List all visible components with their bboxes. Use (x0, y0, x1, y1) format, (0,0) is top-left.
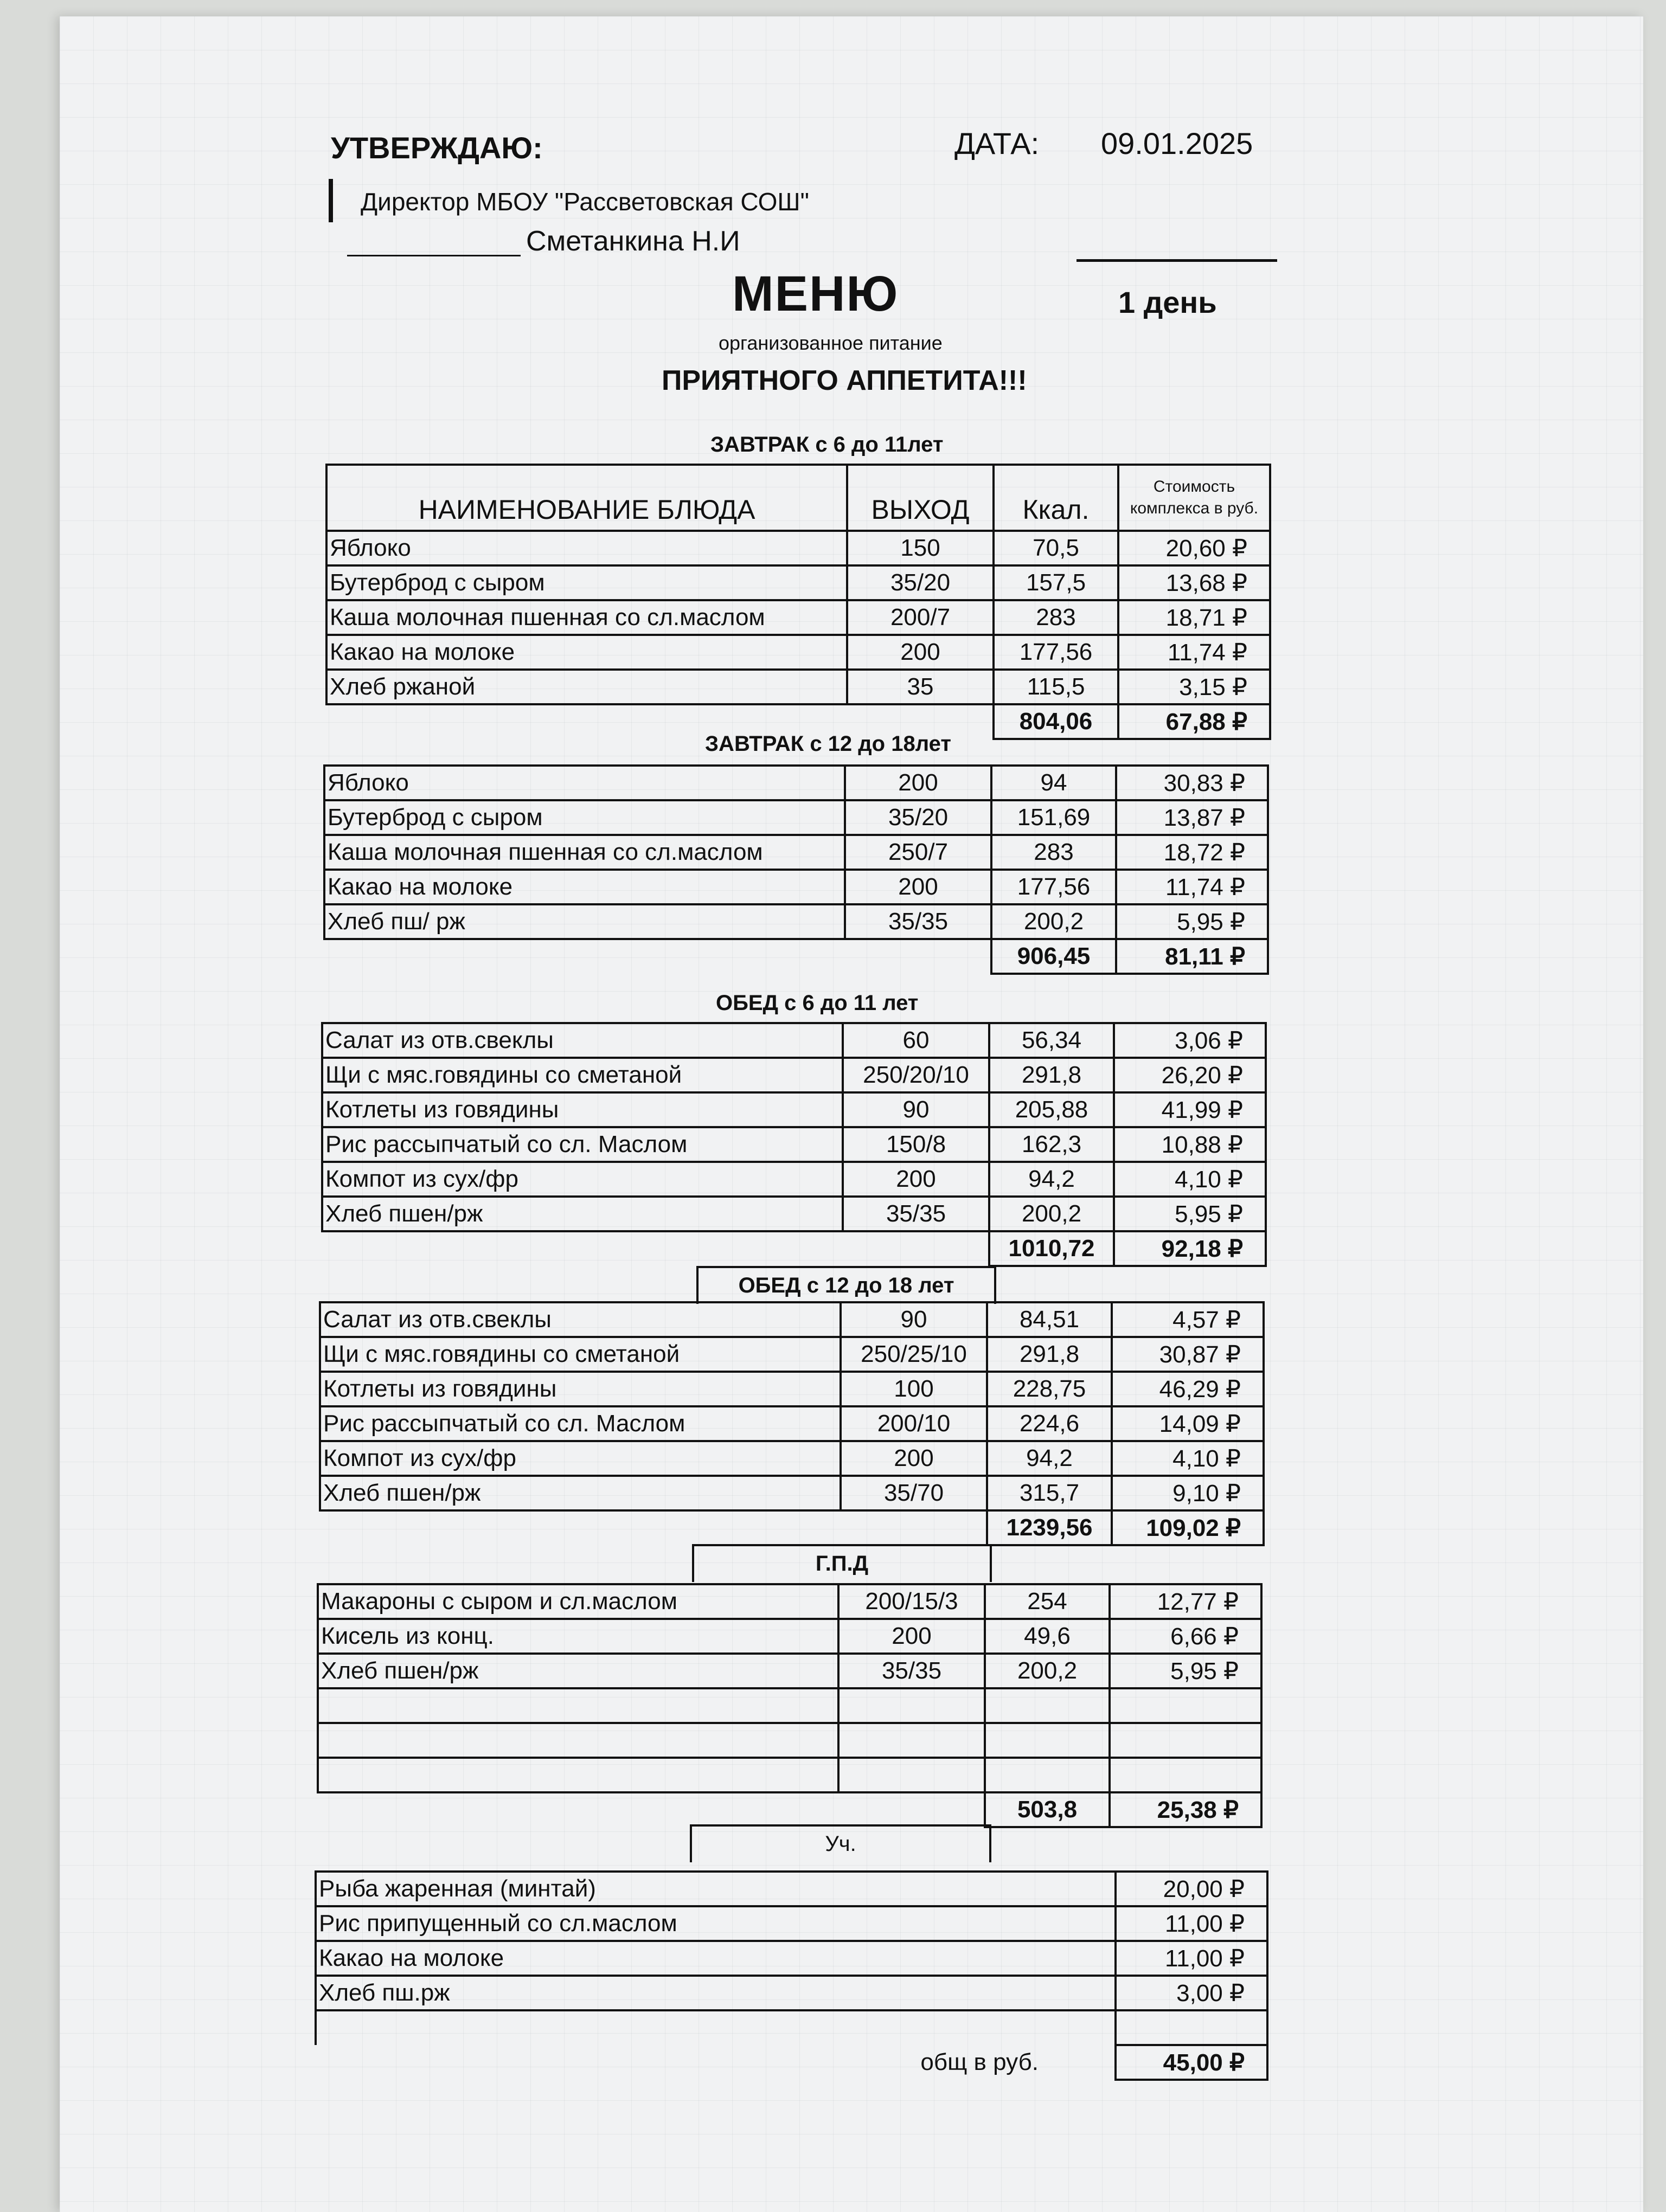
dish-name: Какао на молоке (326, 635, 847, 670)
dish-kcal (985, 1758, 1110, 1792)
total-kcal: 1239,56 (987, 1510, 1112, 1545)
dish-output: 35/35 (843, 1197, 989, 1231)
dish-cost (1110, 1758, 1261, 1792)
table-row (316, 2010, 1267, 2045)
dish-name: Макароны с сыром и сл.маслом (318, 1584, 838, 1619)
dish-output: 200/10 (841, 1406, 987, 1441)
table-row (322, 1127, 1266, 1162)
dish-output: 200 (841, 1441, 987, 1476)
dish-kcal: 200,2 (991, 904, 1116, 939)
dish-output: 90 (841, 1302, 987, 1337)
dish-name: Хлеб пш/ рж (324, 904, 845, 939)
dish-kcal: 291,8 (989, 1058, 1114, 1092)
dish-name: Рис рассыпчатый со сл. Маслом (322, 1127, 843, 1162)
total-cost: 25,38 ₽ (1110, 1792, 1261, 1827)
table-row (326, 670, 1270, 704)
dish-cost: 13,68 ₽ (1118, 565, 1270, 600)
dish-name: Рис рассыпчатый со сл. Маслом (320, 1406, 841, 1441)
dish-name: Какао на молоке (324, 870, 845, 904)
dish-name (318, 1723, 838, 1758)
dish-cost: 11,74 ₽ (1116, 870, 1268, 904)
dish-name: Салат из отв.свеклы (320, 1302, 841, 1337)
dish-cost: 3,00 ₽ (1116, 1976, 1267, 2010)
dish-name: Хлеб пшен/рж (318, 1654, 838, 1688)
dish-kcal: 162,3 (989, 1127, 1114, 1162)
table-row (322, 1197, 1266, 1231)
dish-cost: 3,06 ₽ (1114, 1023, 1266, 1058)
signature-line (347, 255, 521, 256)
dish-name: Щи с мяс.говядины со сметаной (320, 1337, 841, 1372)
dish-output: 35/20 (845, 800, 991, 835)
dish-output: 200/15/3 (838, 1584, 985, 1619)
table-row (320, 1302, 1264, 1337)
table-row (320, 1441, 1264, 1476)
dish-name: Хлеб пшен/рж (322, 1197, 843, 1231)
dish-cost: 14,09 ₽ (1112, 1406, 1264, 1441)
dish-name (318, 1688, 838, 1723)
dish-name (318, 1758, 838, 1792)
dish-output (838, 1723, 985, 1758)
dish-output: 150 (847, 531, 994, 565)
table-row (324, 904, 1268, 939)
director-name: Сметанкина Н.И (526, 226, 740, 257)
dish-name: Рыба жаренная (минтай) (316, 1872, 1116, 1906)
dish-cost: 26,20 ₽ (1114, 1058, 1266, 1092)
dish-output (838, 1688, 985, 1723)
dish-name: Хлеб ржаной (326, 670, 847, 704)
table-row (318, 1723, 1261, 1758)
dish-kcal: 177,56 (994, 635, 1118, 670)
menu-table-breakfast-12-18 (323, 764, 1269, 975)
dish-kcal: 283 (994, 600, 1118, 635)
dish-output: 90 (843, 1092, 989, 1127)
dish-cost: 46,29 ₽ (1112, 1372, 1264, 1406)
total-kcal: 804,06 (994, 704, 1118, 739)
dish-kcal: 94,2 (989, 1162, 1114, 1197)
dish-output: 200 (843, 1162, 989, 1197)
dish-kcal: 84,51 (987, 1302, 1112, 1337)
page-title: МЕНЮ (732, 266, 899, 321)
table-row (320, 1406, 1264, 1441)
dish-kcal: 254 (985, 1584, 1110, 1619)
day-line (1077, 259, 1277, 262)
dish-kcal: 200,2 (985, 1654, 1110, 1688)
dish-cost: 4,10 ₽ (1114, 1162, 1266, 1197)
table-row (322, 1058, 1266, 1092)
dish-kcal: 56,34 (989, 1023, 1114, 1058)
dish-kcal: 315,7 (987, 1476, 1112, 1510)
dish-cost: 11,74 ₽ (1118, 635, 1270, 670)
dish-name: Каша молочная пшенная со сл.маслом (324, 835, 845, 870)
dish-kcal: 177,56 (991, 870, 1116, 904)
dish-name: Салат из отв.свеклы (322, 1023, 843, 1058)
total-row (318, 1792, 1261, 1827)
dish-output: 200/7 (847, 600, 994, 635)
table-row (318, 1758, 1261, 1792)
dish-name: Бутерброд с сыром (324, 800, 845, 835)
dish-kcal (985, 1723, 1110, 1758)
date-label: ДАТА: (954, 126, 1040, 160)
dish-kcal: 94 (991, 766, 1116, 800)
table-row (316, 1976, 1267, 2010)
dish-kcal: 228,75 (987, 1372, 1112, 1406)
menu-table-gpd (317, 1583, 1263, 1828)
dish-name: Бутерброд с сыром (326, 565, 847, 600)
menu-table-lunch-12-18 (319, 1301, 1265, 1546)
column-header-cost: Стоимость комплекса в руб. (1118, 465, 1270, 531)
total-row (324, 939, 1268, 974)
table-row (320, 1476, 1264, 1510)
dish-name: Хлеб пшен/рж (320, 1476, 841, 1510)
dish-cost (1110, 1723, 1261, 1758)
table-row (316, 1941, 1267, 1976)
dish-output: 35 (847, 670, 994, 704)
table-row (320, 1337, 1264, 1372)
total-kcal: 503,8 (985, 1792, 1110, 1827)
date-value: 09.01.2025 (1101, 126, 1253, 160)
dish-output: 200 (847, 635, 994, 670)
dish-kcal: 70,5 (994, 531, 1118, 565)
section-title: ЗАВТРАК с 12 до 18лет (705, 732, 951, 756)
dish-name: Кисель из конц. (318, 1619, 838, 1654)
dish-kcal: 200,2 (989, 1197, 1114, 1231)
dish-kcal: 291,8 (987, 1337, 1112, 1372)
dish-cost: 20,00 ₽ (1116, 1872, 1267, 1906)
section-title: ОБЕД с 12 до 18 лет (696, 1266, 996, 1304)
table-row (318, 1654, 1261, 1688)
dish-cost: 12,77 ₽ (1110, 1584, 1261, 1619)
dish-kcal: 224,6 (987, 1406, 1112, 1441)
table-row (326, 565, 1270, 600)
table-row (322, 1162, 1266, 1197)
dish-output: 200 (845, 870, 991, 904)
dish-cost: 3,15 ₽ (1118, 670, 1270, 704)
total-cost: 109,02 ₽ (1112, 1510, 1264, 1545)
dish-cost: 18,71 ₽ (1118, 600, 1270, 635)
total-kcal: 1010,72 (989, 1231, 1114, 1266)
total-row (322, 1231, 1266, 1266)
dish-cost: 4,57 ₽ (1112, 1302, 1264, 1337)
dish-output: 35/20 (847, 565, 994, 600)
dish-cost: 10,88 ₽ (1114, 1127, 1266, 1162)
dish-name: Хлеб пш.рж (316, 1976, 1116, 2010)
dish-output: 200 (845, 766, 991, 800)
total-cost: 45,00 ₽ (1116, 2045, 1267, 2080)
dish-cost: 11,00 ₽ (1116, 1906, 1267, 1941)
column-header-name: НАИМЕНОВАНИЕ БЛЮДА (326, 465, 847, 531)
total-cost: 67,88 ₽ (1118, 704, 1270, 739)
dish-name: Котлеты из говядины (320, 1372, 841, 1406)
subtitle: организованное питание (719, 332, 943, 354)
dish-cost: 30,87 ₽ (1112, 1337, 1264, 1372)
dish-output: 35/70 (841, 1476, 987, 1510)
total-cost: 92,18 ₽ (1114, 1231, 1266, 1266)
total-cost: 81,11 ₽ (1116, 939, 1268, 974)
approve-heading: УТВЕРЖДАЮ: (331, 131, 543, 165)
dish-kcal: 94,2 (987, 1441, 1112, 1476)
table-row (324, 870, 1268, 904)
menu-table-lunch-6-11 (321, 1022, 1267, 1267)
dish-output: 35/35 (838, 1654, 985, 1688)
table-row (324, 800, 1268, 835)
dish-cost: 5,95 ₽ (1110, 1654, 1261, 1688)
total-row (316, 2045, 1267, 2080)
dish-output: 250/25/10 (841, 1337, 987, 1372)
column-header-kcal: Ккал. (994, 465, 1118, 531)
dish-cost: 5,95 ₽ (1114, 1197, 1266, 1231)
margin-bar (329, 179, 333, 222)
dish-kcal: 151,69 (991, 800, 1116, 835)
dish-name: Компот из сух/фр (322, 1162, 843, 1197)
dish-name: Компот из сух/фр (320, 1441, 841, 1476)
dish-cost: 41,99 ₽ (1114, 1092, 1266, 1127)
dish-cost: 30,83 ₽ (1116, 766, 1268, 800)
section-title: ЗАВТРАК с 6 до 11лет (710, 433, 944, 456)
total-kcal: 906,45 (991, 939, 1116, 974)
table-row (324, 835, 1268, 870)
dish-name: Яблоко (326, 531, 847, 565)
dish-kcal: 283 (991, 835, 1116, 870)
dish-output: 200 (838, 1619, 985, 1654)
dish-cost: 5,95 ₽ (1116, 904, 1268, 939)
table-row (326, 600, 1270, 635)
dish-output: 250/20/10 (843, 1058, 989, 1092)
table-row (318, 1619, 1261, 1654)
menu-table-breakfast-6-11 (325, 464, 1271, 740)
director-title: Директор МБОУ "Рассветовская СОШ" (361, 188, 809, 216)
table-row (318, 1688, 1261, 1723)
total-label: общ в руб. (920, 2049, 1039, 2075)
table-row (322, 1092, 1266, 1127)
table-header-row (326, 465, 1270, 531)
dish-name: Щи с мяс.говядины со сметаной (322, 1058, 843, 1092)
dish-kcal: 115,5 (994, 670, 1118, 704)
table-row (326, 531, 1270, 565)
dish-cost: 6,66 ₽ (1110, 1619, 1261, 1654)
dish-name: Рис припущенный со сл.маслом (316, 1906, 1116, 1941)
dish-cost: 20,60 ₽ (1118, 531, 1270, 565)
section-title: ОБЕД с 6 до 11 лет (716, 991, 919, 1015)
dish-output: 250/7 (845, 835, 991, 870)
table-row (316, 1906, 1267, 1941)
slogan: ПРИЯТНОГО АППЕТИТА!!! (662, 365, 1027, 396)
dish-cost: 4,10 ₽ (1112, 1441, 1264, 1476)
dish-cost: 18,72 ₽ (1116, 835, 1268, 870)
table-row (326, 635, 1270, 670)
table-row (322, 1023, 1266, 1058)
dish-output: 35/35 (845, 904, 991, 939)
dish-cost: 9,10 ₽ (1112, 1476, 1264, 1510)
dish-name: Какао на молоке (316, 1941, 1116, 1976)
dish-output: 60 (843, 1023, 989, 1058)
dish-cost (1110, 1688, 1261, 1723)
dish-kcal: 205,88 (989, 1092, 1114, 1127)
dish-kcal (985, 1688, 1110, 1723)
column-header-output: ВЫХОД (847, 465, 994, 531)
dish-output: 150/8 (843, 1127, 989, 1162)
dish-name: Котлеты из говядины (322, 1092, 843, 1127)
dish-kcal: 49,6 (985, 1619, 1110, 1654)
section-title: Г.П.Д (692, 1544, 992, 1582)
total-row (320, 1510, 1264, 1545)
table-row (316, 1872, 1267, 1906)
table-row (318, 1584, 1261, 1619)
dish-name: Яблоко (324, 766, 845, 800)
table-row (324, 766, 1268, 800)
dish-output: 100 (841, 1372, 987, 1406)
dish-name: Каша молочная пшенная со сл.маслом (326, 600, 847, 635)
day-label: 1 день (1118, 285, 1217, 319)
menu-table-uch (315, 1870, 1268, 2081)
dish-cost: 11,00 ₽ (1116, 1941, 1267, 1976)
dish-cost: 13,87 ₽ (1116, 800, 1268, 835)
section-title: Уч. (690, 1824, 991, 1862)
dish-output (838, 1758, 985, 1792)
dish-kcal: 157,5 (994, 565, 1118, 600)
table-row (320, 1372, 1264, 1406)
